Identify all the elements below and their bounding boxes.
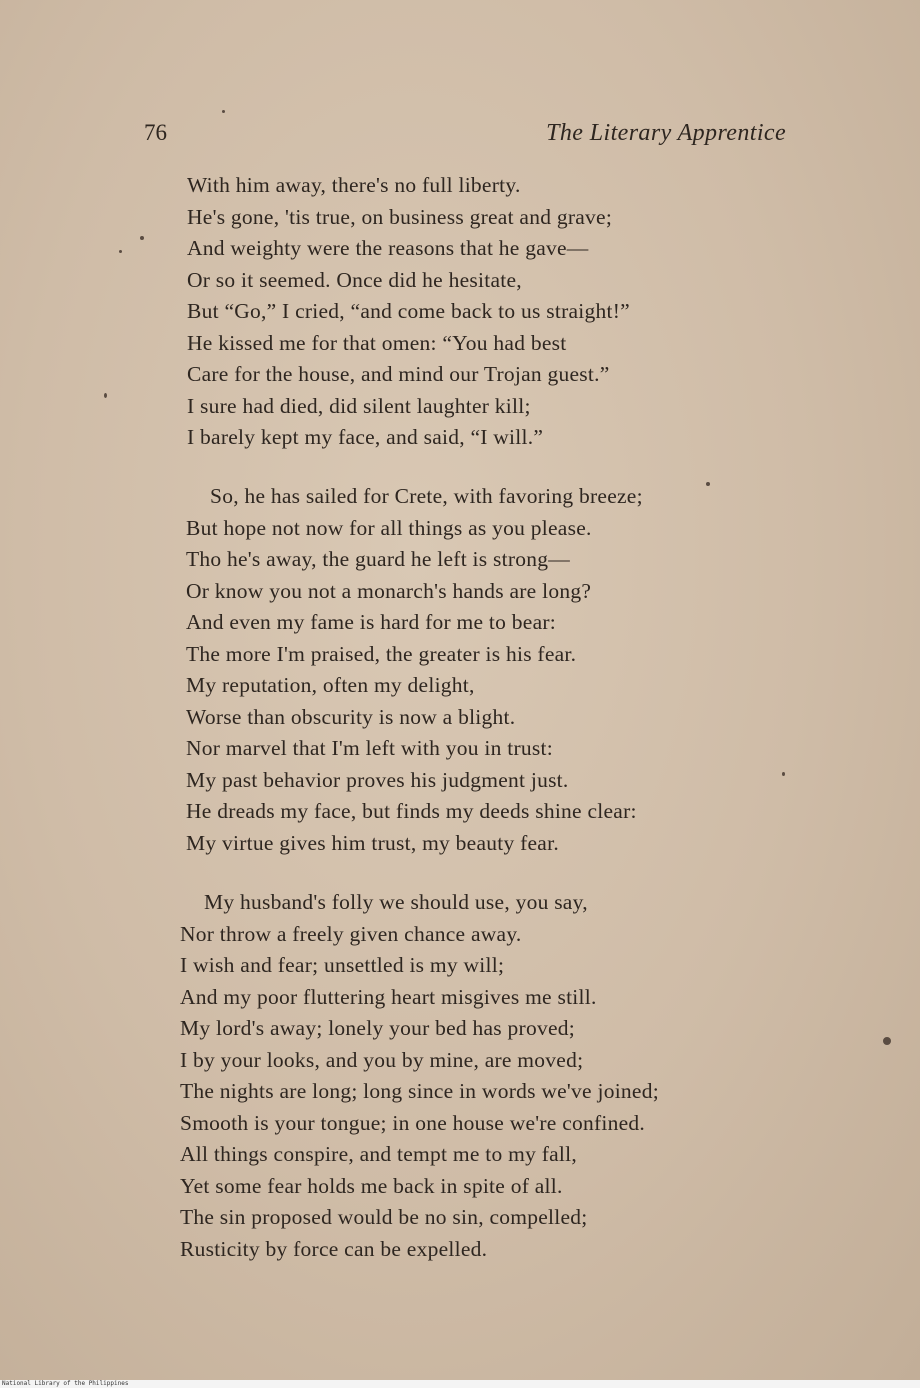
poem-line: I barely kept my face, and said, “I will.” xyxy=(187,425,544,449)
paper-speck xyxy=(782,772,785,776)
footer-strip xyxy=(0,1380,920,1388)
poem-line: Care for the house, and mind our Trojan guest.” xyxy=(187,362,610,386)
poem-line: Rusticity by force can be expelled. xyxy=(180,1236,488,1261)
poem-line: I sure had died, did silent laughter kill; xyxy=(187,393,531,418)
poem-line: My past behavior proves his judgment just. xyxy=(186,767,569,792)
paper-speck xyxy=(706,482,710,486)
page-header xyxy=(144,118,786,152)
poem-line: Worse than obscurity is now a blight. xyxy=(186,704,516,729)
poem-line: All things conspire, and tempt me to my fall, xyxy=(180,1142,577,1166)
poem-line: I by your looks, and you by mine, are moved; xyxy=(180,1047,584,1072)
poem-line: Yet some fear holds me back in spite of all. xyxy=(180,1173,563,1198)
poem-line: But “Go,” I cried, “and come back to us straight!” xyxy=(187,299,630,323)
poem-line: The more I'm praised, the greater is his fear. xyxy=(186,641,577,666)
running-title: The Literary Apprentice xyxy=(546,120,786,146)
poem-line: Or know you not a monarch's hands are long? xyxy=(186,578,592,603)
poem-line: He dreads my face, but finds my deeds shine clear: xyxy=(186,799,637,823)
footer-credit: National Library of the Philippines xyxy=(2,1380,129,1387)
poem-line: He kissed me for that omen: “You had best xyxy=(187,330,567,355)
poem-line: My virtue gives him trust, my beauty fear. xyxy=(186,830,559,855)
stanza-2 xyxy=(186,481,643,859)
poem-line: Nor throw a freely given chance away. xyxy=(180,921,522,946)
poem-line: And weighty were the reasons that he gave— xyxy=(187,236,589,260)
poem-line: And even my fame is hard for me to bear: xyxy=(186,610,556,634)
poem-line: And my poor fluttering heart misgives me still. xyxy=(180,984,597,1009)
poem-line: But hope not now for all things as you please. xyxy=(186,515,592,540)
poem-line: My husband's folly we should use, you say, xyxy=(204,890,588,914)
paper-speck xyxy=(140,236,144,240)
paper-speck xyxy=(883,1037,891,1045)
poem-line: Or so it seemed. Once did he hesitate, xyxy=(187,267,522,292)
paper-speck xyxy=(104,393,107,398)
poem-line: Nor marvel that I'm left with you in trust: xyxy=(186,736,553,760)
poem-line: Tho he's away, the guard he left is strong— xyxy=(186,547,571,571)
stanza-3 xyxy=(180,887,659,1265)
stanza-1 xyxy=(187,170,630,454)
poem-line: The sin proposed would be no sin, compelled; xyxy=(180,1205,588,1229)
poem-line: So, he has sailed for Crete, with favoring breeze; xyxy=(210,484,643,508)
paper-speck xyxy=(119,250,122,253)
poem-line: I wish and fear; unsettled is my will; xyxy=(180,953,505,977)
poem-line: My reputation, often my delight, xyxy=(186,673,475,697)
paper-speck xyxy=(222,110,225,113)
poem-line: He's gone, 'tis true, on business great and grave; xyxy=(187,204,613,229)
page-number: 76 xyxy=(144,120,167,145)
poem-line: My lord's away; lonely your bed has proved; xyxy=(180,1016,575,1040)
poem-line: With him away, there's no full liberty. xyxy=(187,173,521,197)
poem-line: Smooth is your tongue; in one house we're confined. xyxy=(180,1110,646,1135)
poem-line: The nights are long; long since in words we've joined; xyxy=(180,1079,659,1103)
